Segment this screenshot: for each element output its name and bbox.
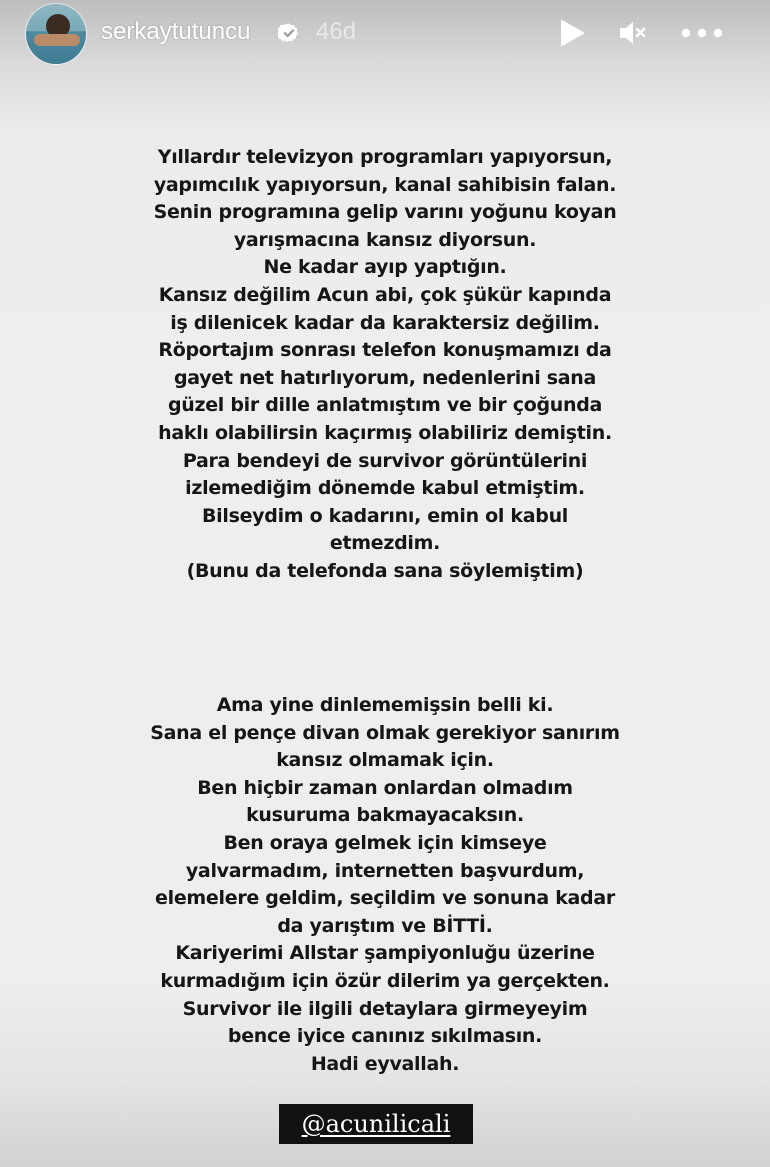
story-text-line: gayet net hatırlıyorum, nedenlerini sana bbox=[173, 366, 597, 389]
story-text-line: Hadi eyvallah. bbox=[310, 1052, 460, 1075]
story-text-line: Ben hiçbir zaman onlardan olmadım bbox=[197, 776, 573, 799]
story-text-line: bence iyice canınız sıkılmasın. bbox=[227, 1025, 543, 1048]
story-text-line: Röportajım sonrası telefon konuşmamızı da bbox=[158, 339, 612, 362]
story-text-line: Survivor ile ilgili detaylara girmeyeyim bbox=[182, 997, 588, 1020]
story-text-line: kurmadığım için özür dilerim ya gerçekten. bbox=[160, 969, 610, 992]
story-text-line: Kariyerimi Allstar şampiyonluğu üzerine bbox=[175, 942, 595, 965]
story-text-paragraph-2 bbox=[0, 692, 770, 1078]
story-text-line: kusuruma bakmayacaksın. bbox=[246, 804, 524, 827]
story-text-line: yalvarmadım, internetten başvurdum, bbox=[185, 859, 585, 882]
story-text-line: elemelere geldim, seçildim ve sonuna kadar bbox=[155, 887, 615, 910]
story-text-line: yarışmacına kansız diyorsun. bbox=[233, 228, 537, 251]
avatar[interactable] bbox=[26, 4, 86, 64]
story-text-line: Yıllardır televizyon programları yapıyorsun, bbox=[157, 146, 613, 168]
story-text-line: Kansız değilim Acun abi, çok şükür kapında bbox=[158, 283, 612, 306]
story-text-line: kansız olmamak için. bbox=[276, 749, 494, 772]
story-text-line: Ben oraya gelmek için kimseye bbox=[223, 831, 547, 854]
play-icon[interactable] bbox=[556, 18, 586, 48]
story-text-line: güzel bir dille anlatmıştım ve bir çoğunda bbox=[167, 394, 603, 417]
story-text-line: Bilseydim o kadarını, emin ol kabul bbox=[201, 504, 569, 527]
story-text-line: Ama yine dinlememişsin belli ki. bbox=[216, 694, 554, 716]
story-text-line: Sana el pençe divan olmak gerekiyor sanırım bbox=[150, 721, 620, 744]
story-text-line: etmezdim. bbox=[329, 532, 441, 555]
story-text-line: izlemediğim dönemde kabul etmiştim. bbox=[185, 477, 585, 500]
mention-text: @acunilicali bbox=[301, 1110, 451, 1138]
mention-sticker[interactable] bbox=[279, 1104, 473, 1144]
more-icon[interactable] bbox=[680, 18, 724, 48]
username[interactable]: serkaytutuncu bbox=[101, 18, 251, 45]
story-time: 46d bbox=[316, 18, 357, 45]
story-text-line: Para bendeyi de survivor görüntülerini bbox=[182, 449, 588, 472]
story-text-paragraph-1 bbox=[0, 144, 770, 586]
story-text-line: haklı olabilirsin kaçırmış olabiliriz demiştin. bbox=[158, 421, 612, 444]
story-header bbox=[0, 0, 770, 68]
story-text-line: iş dilenicek kadar da karaktersiz değilim. bbox=[170, 311, 600, 334]
story-text-line: da yarıştım ve BİTTİ. bbox=[277, 914, 493, 937]
story-text-line: Senin programına gelip varını yoğunu koyan bbox=[153, 201, 617, 224]
avatar-arm bbox=[34, 34, 80, 46]
story-text-line: (Bunu da telefonda sana söylemiştim) bbox=[186, 559, 584, 582]
story-text-line: yapımcılık yapıyorsun, kanal sahibisin falan. bbox=[153, 173, 617, 196]
story-text-line: Ne kadar ayıp yaptığın. bbox=[263, 256, 507, 279]
mute-icon[interactable] bbox=[617, 18, 647, 48]
verified-badge-icon bbox=[278, 22, 300, 44]
